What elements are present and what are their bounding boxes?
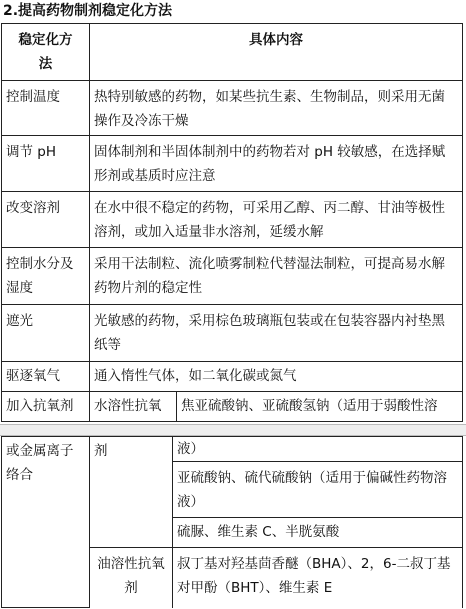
table-row [2, 362, 463, 392]
table-row [2, 392, 463, 422]
oil-soluble-type: 油溶性抗氧剂 [90, 548, 173, 608]
table-header-row [2, 24, 463, 81]
content-cell: 通入惰性气体，如二氧化碳或氮气 [90, 362, 463, 392]
method-cell: 遮光 [2, 305, 90, 362]
method-cell: 控制温度 [2, 81, 90, 136]
header-method-line1: 稳定化方 [18, 32, 73, 48]
header-method-line2: 法 [38, 56, 53, 72]
table-row [2, 437, 463, 462]
page-break-divider [0, 424, 466, 436]
water-soluble-type-continued: 剂 [90, 437, 173, 548]
antioxidant-continued-table [1, 436, 463, 608]
method-cell: 控制水分及湿度 [2, 248, 90, 305]
method-cell [2, 392, 90, 422]
table-row [2, 136, 463, 192]
method-cell: 改变溶剂 [2, 192, 90, 248]
antioxidant-subtable-cell [90, 392, 463, 422]
water-item-2: 亚硫酸钠、硫代硫酸钠（适用于偏碱性药物溶液） [173, 462, 463, 518]
table-row [2, 248, 463, 305]
content-cell: 热特别敏感的药物，如某些抗生素、生物制品，则采用无菌操作及冷冻干燥 [90, 81, 463, 136]
water-item-1: 焦亚硫酸钠、亚硫酸氢钠（适用于弱酸性溶 [181, 398, 438, 414]
content-cell: 采用干法制粒、流化喷雾制粒代替湿法制粒，可提高易水解药物片剂的稳定性 [90, 248, 463, 305]
table-row [2, 81, 463, 136]
antioxidant-method: 加入抗氧剂 [6, 398, 74, 414]
method-cell: 驱逐氧气 [2, 362, 90, 392]
stabilization-methods-table [1, 23, 463, 422]
oil-item-1: 叔丁基对羟基茴香醚（BHA）、2，6-二叔丁基对甲酚（BHT）、维生素 E [173, 548, 463, 608]
header-content: 具体内容 [90, 24, 463, 81]
content-cell: 在水中很不稳定的药物，可采用乙醇、丙二醇、甘油等极性溶剂，或加入适量非水溶剂，延缓水解 [90, 192, 463, 248]
water-item-3: 硫脲、维生素 C、半胱氨酸 [173, 518, 463, 548]
water-item-1-continued: 液） [173, 437, 463, 462]
table-row [2, 305, 463, 362]
method-cell-continued: 或金属离子络合 [2, 437, 90, 608]
water-soluble-type: 水溶性抗氧 [90, 392, 177, 421]
method-cell: 调节 pH [2, 136, 90, 192]
content-cell: 固体制剂和半固体制剂中的药物若对 pH 较敏感，在选择赋形剂或基质时应注意 [90, 136, 463, 192]
section-title: 2.提高药物制剂稳定化方法 [3, 3, 173, 19]
table-row [2, 192, 463, 248]
content-cell: 光敏感的药物，采用棕色玻璃瓶包装或在包装容器内衬垫黑纸等 [90, 305, 463, 362]
header-method [2, 24, 90, 81]
